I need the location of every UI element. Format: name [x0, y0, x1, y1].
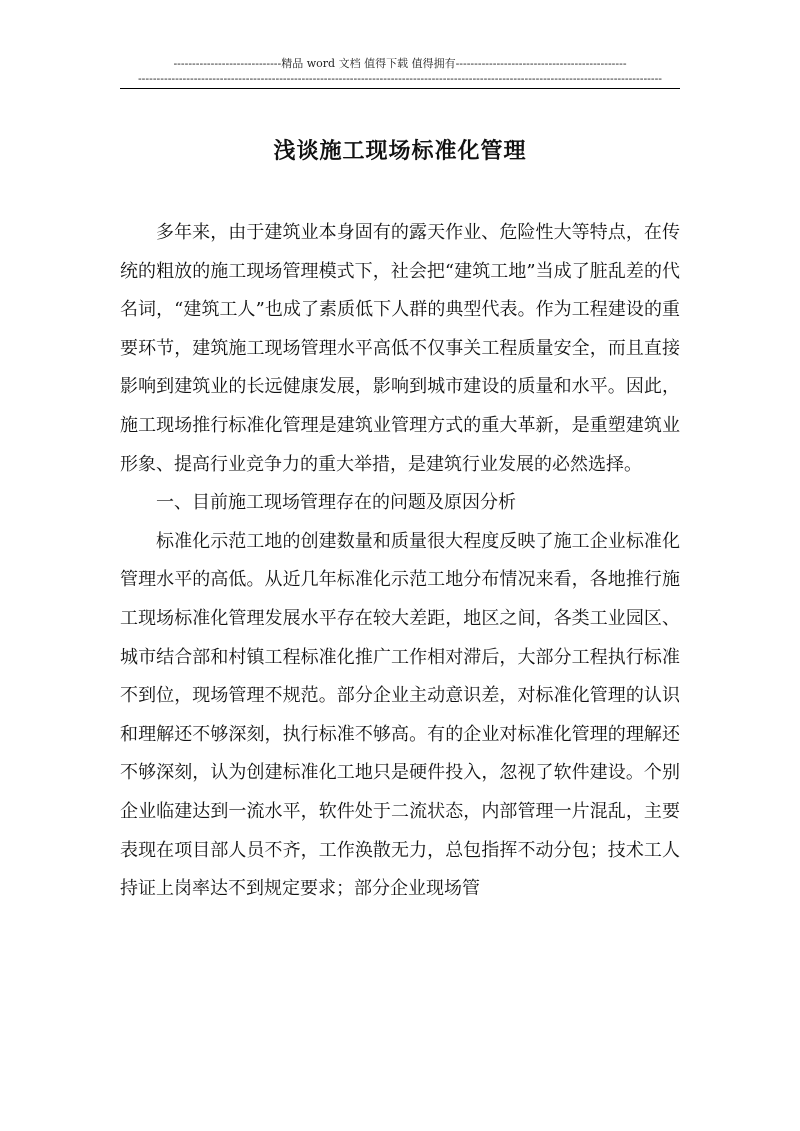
header-banner: -----------------------------精品 word 文档 值得下载 值得拥有---------------------------------------------- [173, 57, 627, 70]
header-dash-line: --------------------------------------------------------------------------------------------------------------------------------------------- [137, 72, 663, 85]
header-rule [120, 88, 680, 89]
paragraph-intro: 多年来，由于建筑业本身固有的露天作业、危险性大等特点，在传统的粗放的施工现场管理模式下，社会把“建筑工地”当成了脏乱差的代名词，“建筑工人”也成了素质低下人群的典型代表。作为工程建设的重要环节，建筑施工现场管理水平高低不仅事关工程质量安全，而且直接影响到建筑业的长远健康发展，影响到城市建设的质量和水平。因此，施工现场推行标准化管理是建筑业管理方式的重大革新，是重塑建筑业形象、提高行业竞争力的重大举措，是建筑行业发展的必然选择。 [120, 222, 680, 475]
document-title: 浅谈施工现场标准化管理 [273, 138, 527, 164]
paragraph-analysis: 标准化示范工地的创建数量和质量很大程度反映了施工企业标准化管理水平的高低。从近几年标准化示范工地分布情况来看，各地推行施工现场标准化管理发展水平存在较大差距，地区之间，各类工业园区、城市结合部和村镇工程标准化推广工作相对滞后，大部分工程执行标准不到位，现场管理不规范。部分企业主动意识差，对标准化管理的认识和理解还不够深刻，执行标准不够高。有的企业对标准化管理的理解还不够深刻，认为创建标准化工地只是硬件投入，忽视了软件建设。个别企业临建达到一流水平，软件处于二流状态，内部管理一片混乱，主要表现在项目部人员不齐，工作涣散无力，总包指挥不动分包；技术工人持证上岗率达不到规定要求；部分企业现场管 [120, 530, 680, 900]
section-heading: 一、目前施工现场管理存在的问题及原因分析 [156, 492, 516, 514]
document-body [120, 214, 680, 909]
